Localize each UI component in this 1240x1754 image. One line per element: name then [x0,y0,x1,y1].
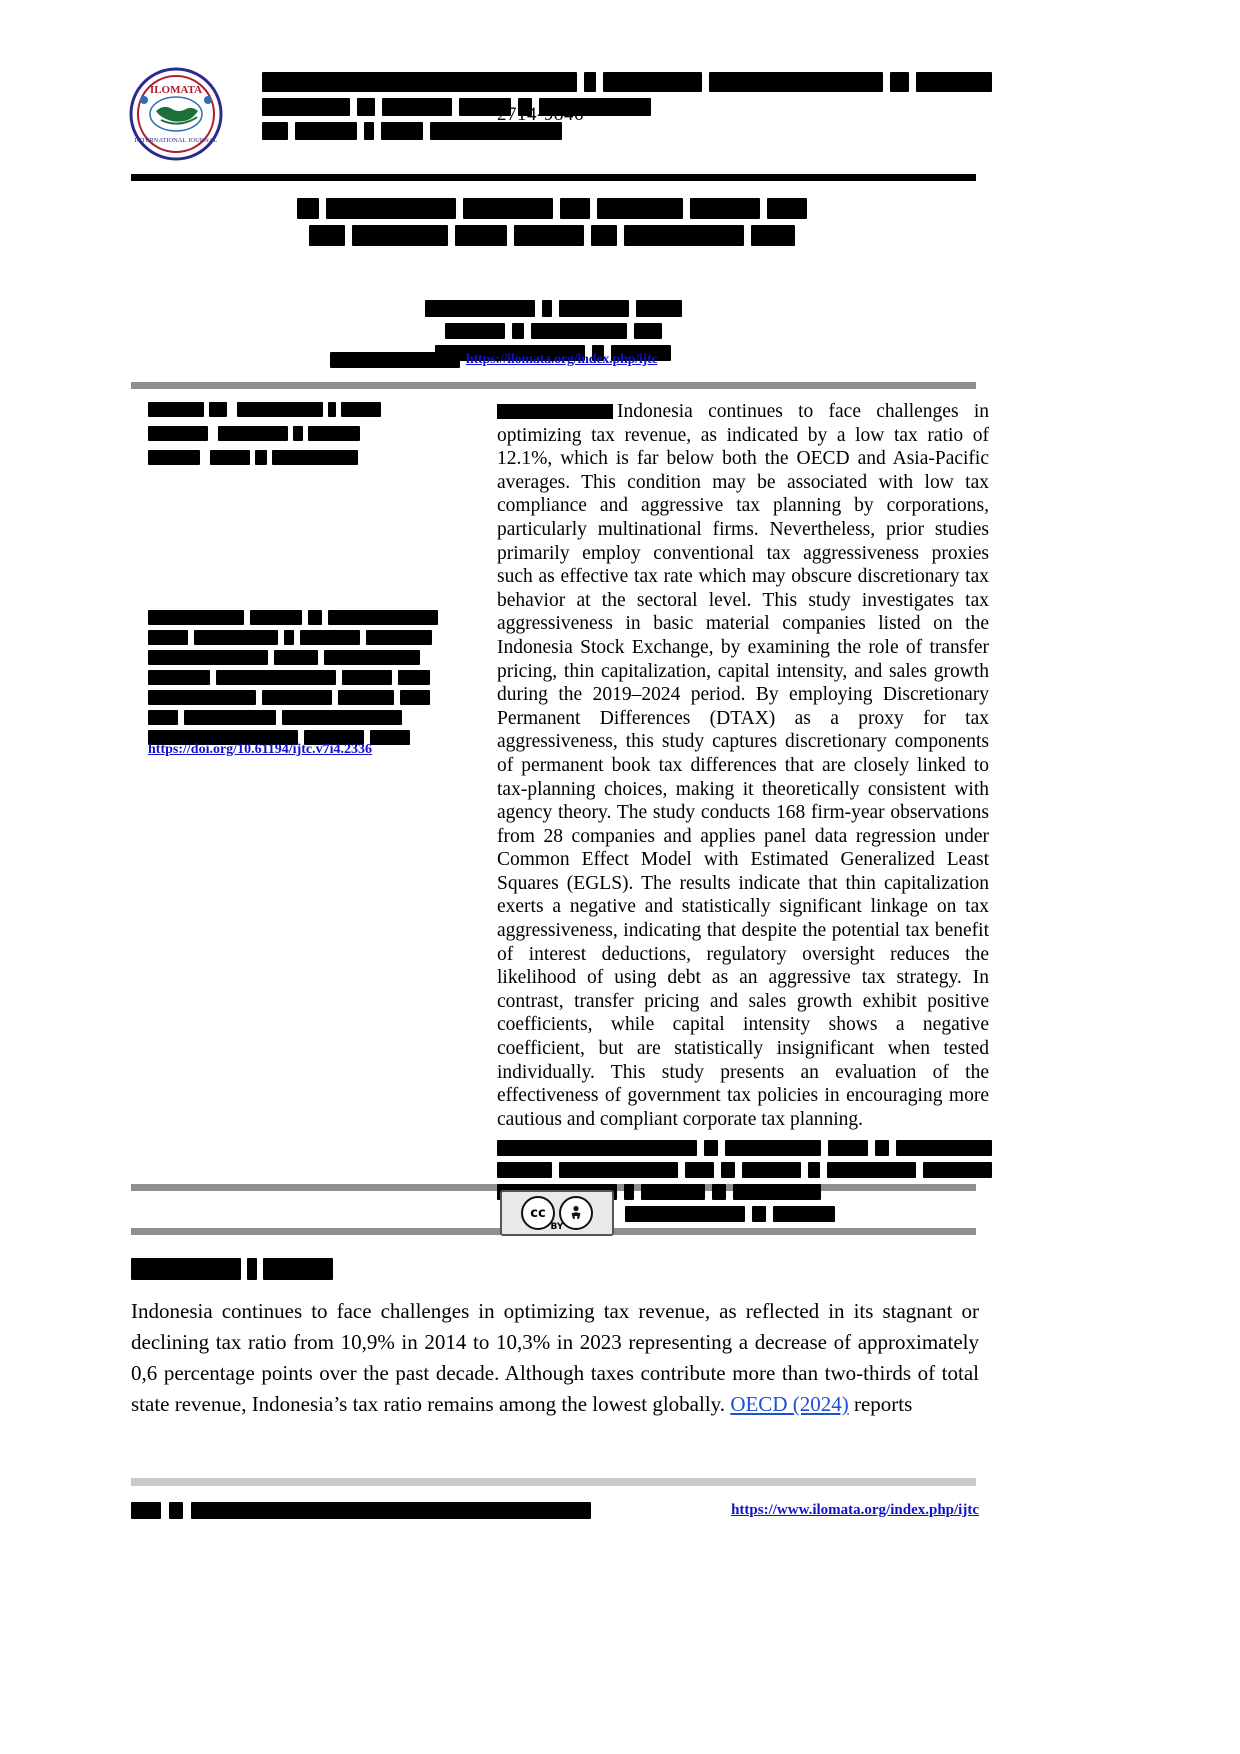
article-metadata [148,402,398,474]
svg-text:INTERNATIONAL JOURNAL: INTERNATIONAL JOURNAL [134,137,218,144]
keywords-line [148,610,446,625]
cc-by-person-icon [559,1196,593,1230]
introduction-paragraph [131,1296,979,1420]
cc-icon: cc [521,1196,555,1230]
metadata-row [148,450,398,465]
abstract-label [497,404,613,419]
issn-number: 2714-9846 [497,104,584,125]
abstract-text: Indonesia continues to face challenges in optimizing tax revenue, as indicated by a low tax ratio of 12.1%, which is far below both the OECD and Asia-Pacific averages. This condition may be associated with low tax compliance and aggressive tax planning by corporations, particularly multinational firms. Nevertheless, prior studies primarily employ conventional tax aggressiveness proxies such as effective tax rate which may obscure discretionary tax behavior at the sectoral level. This study investigates tax aggressiveness in basic material companies listed on the Indonesia Stock Exchange, by examining the role of transfer pricing, thin capitalization, capital intensity, and sales growth during the 2019–2024 period. By employing Discretionary Permanent Differences (DTAX) as a proxy for tax aggressiveness, this study captures discretionary components of permanent book tax differences that are closely linked to tax-planning choices, making it theoretically consistent with agency theory. The study conducts 168 firm-year observations from 28 companies and applies panel data regression under Common Effect Model with Estimated Generalized Least Squares (EGLS). The results indicate that thin capitalization exerts a negative and statistically significant linkage on tax aggressiveness, indicating that despite the potential tax benefit of interest deductions, regulatory oversight reduces the likelihood of using debt as an aggressive tax strategy. In contrast, transfer pricing and sales growth exhibit positive coefficients, while capital intensity shows a negative coefficient, but are statistically insignificant when tested individually. This study presents an evaluation of the effectiveness of government tax policies in encouraging more cautious and compliant corporate tax planning. [497,401,989,1130]
keywords-line [148,670,446,685]
abstract-section [497,400,989,1131]
metadata-row [148,426,398,441]
keywords-line [148,630,446,645]
creative-commons-badge[interactable] [500,1190,614,1236]
license-line [625,1206,992,1222]
footer-left-redaction [131,1502,591,1519]
article-title [297,198,807,252]
masthead-line [262,98,992,116]
introduction-heading [131,1258,333,1280]
keywords-line [148,650,446,665]
footer-rule [131,1478,976,1486]
journal-masthead [262,72,992,146]
cc-by-label: BY [550,1222,564,1232]
keywords-line [148,690,446,705]
metadata-row [148,402,398,417]
correspondence-email-link[interactable]: https://ilomata.org/index.php/ijtc [466,352,658,367]
header-rule [131,174,976,181]
journal-logo [128,66,224,162]
affiliation-line [408,323,698,339]
section-separator-top [131,382,976,389]
author-line [408,300,698,317]
citation-link-oecd[interactable]: OECD (2024) [730,1392,849,1416]
license-line [497,1162,992,1178]
keywords-line [148,710,446,725]
masthead-line [262,122,992,140]
page-footer [131,1502,979,1519]
license-line [497,1140,992,1156]
correspondence-label [330,352,460,368]
intro-text-part1: Indonesia continues to face challenges in optimizing tax revenue, as reflected in its stagnant or declining tax ratio from 10,9% in 2014 to 10,3% in 2023 representing a decrease of approximately 0,6 percentage points over the past decade. Although taxes contribute more than two-thirds of total state revenue, Indonesia’s tax ratio remains among the lowest globally. [131,1299,979,1416]
title-line [297,198,807,219]
keywords-block [148,610,446,750]
svg-text:ILOMATA: ILOMATA [149,84,203,96]
intro-text-part2: reports [848,1392,913,1416]
masthead-line [262,72,992,92]
title-line [297,225,807,246]
footer-journal-link[interactable]: https://www.ilomata.org/index.php/ijtc [731,1502,979,1518]
doi-link[interactable]: https://doi.org/10.61194/ijtc.v7i4.2336 [148,742,372,757]
correspondence-line [330,352,800,368]
